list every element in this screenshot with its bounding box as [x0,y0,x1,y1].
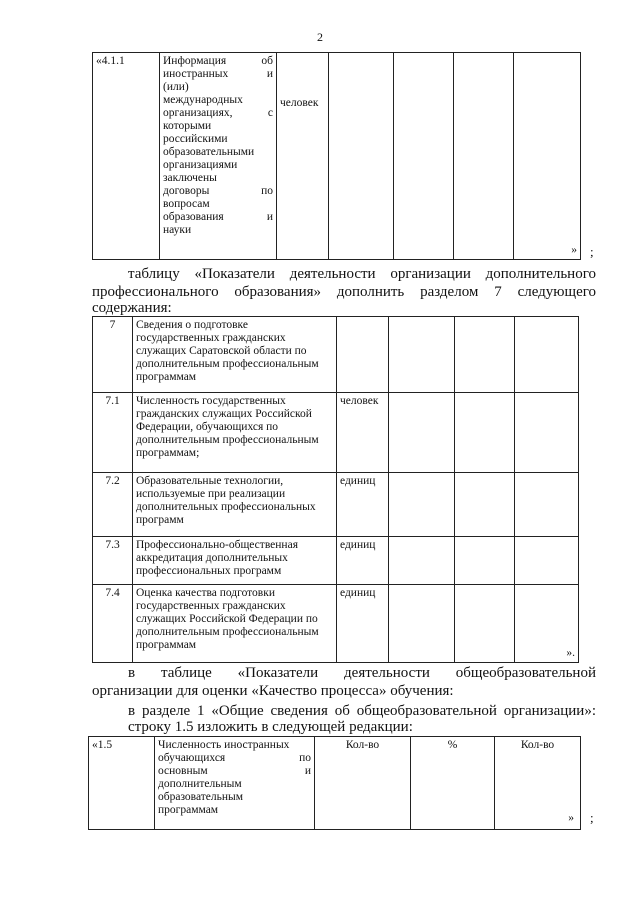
row-code: «1.5 [89,737,155,830]
table-row [93,473,579,537]
paragraph-line: таблицу «Показатели деятельности организации дополнительного [128,266,596,282]
table3-semicolon: ; [590,810,594,825]
description-line: вопросам [163,198,210,210]
description-line: науки [163,224,192,236]
description-line: договоры по [163,185,273,197]
description-line: заключены [163,172,217,184]
description-line: основным и [158,765,311,777]
description-line: дополнительным [158,778,242,790]
empty-cell [515,473,579,537]
description-line: (или) [163,81,189,93]
empty-cell [455,537,515,585]
table-row [93,537,579,585]
description-line: которыми [163,120,212,132]
description-line: организациями [163,159,238,171]
closing-quote: » [568,812,574,824]
col-percent: % [411,737,495,830]
description-line: Численность иностранных [158,739,290,751]
empty-cell [455,585,515,663]
description-line: Информация об [163,55,273,67]
empty-cell [389,317,455,393]
row-description [160,53,277,260]
empty-cell [455,393,515,473]
description-line: программам [158,804,219,816]
row-text: Профессионально-общественная аккредитация дополнительных профессиональных программ [133,537,337,585]
empty-cell [389,393,455,473]
paragraph-line: содержания: [92,300,172,316]
empty-cell [329,53,394,260]
description-line: образовательным [158,791,244,803]
row-unit: единиц [337,585,389,663]
empty-cell [514,53,581,260]
table-row [93,317,579,393]
page-number: 2 [317,30,323,44]
row-unit: единиц [337,537,389,585]
description-line: российскими [163,133,228,145]
table-row [93,393,579,473]
description-line: международных [163,94,243,106]
row-text: Сведения о подготовке государственных гражданских служащих Саратовской области по дополнительным профессиональным программам [133,317,337,393]
row-unit: человек [337,393,389,473]
col-count-2 [495,737,581,830]
empty-cell [455,317,515,393]
paragraph-line: в разделе 1 «Общие сведения об общеобразовательной организации»: [128,703,596,719]
description-line: образования и [163,211,273,223]
empty-cell [515,537,579,585]
paragraph-line: строку 1.5 изложить в следующей редакции: [128,719,413,735]
closing-quote: ». [566,647,575,659]
paragraph-line: профессионального образования» дополнить разделом 7 следующего [92,284,596,300]
row-text: Оценка качества подготовки государственных гражданских служащих Российской Федерации по дополнительным профессиональным программам [133,585,337,663]
paragraph-line: в таблице «Показатели деятельности общеобразовательной [128,665,596,681]
row-code: 7.3 [93,537,133,585]
empty-cell [515,393,579,473]
paragraph-line: организации для оценки «Качество процесса» обучения: [92,683,454,699]
empty-cell [394,53,454,260]
empty-cell [515,317,579,393]
empty-cell [515,585,579,663]
empty-cell [389,473,455,537]
table-foreign-students [88,736,581,830]
row-unit: единиц [337,473,389,537]
empty-cell [455,473,515,537]
row-unit [337,317,389,393]
row-description [155,737,315,830]
description-line: организациях, с [163,107,273,119]
row-text: Численность государственных гражданских служащих Российской Федерации, обучающихся по дополнительным профессиональным программам; [133,393,337,473]
row-code: 7.2 [93,473,133,537]
col-count-2-label: Кол-во [520,739,555,751]
unit-text: человек [280,97,319,109]
table1-semicolon: ; [590,244,594,259]
row-code: 7.4 [93,585,133,663]
table-row [89,737,581,830]
closing-quote: » [571,244,577,256]
empty-cell [454,53,514,260]
col-count: Кол-во [315,737,411,830]
empty-cell [389,537,455,585]
row-unit [277,53,329,260]
table-row [93,53,581,260]
row-code: 7.1 [93,393,133,473]
row-code: 7 [93,317,133,393]
table-foreign-orgs [92,52,581,260]
empty-cell [389,585,455,663]
table-civil-servants [92,316,579,663]
description-line: иностранных и [163,68,273,80]
description-line: образовательными [163,146,255,158]
description-line: обучающихся по [158,752,311,764]
row-code: «4.1.1 [93,53,160,260]
row-text: Образовательные технологии, используемые при реализации дополнительных профессиональных программ [133,473,337,537]
table-row [93,585,579,663]
